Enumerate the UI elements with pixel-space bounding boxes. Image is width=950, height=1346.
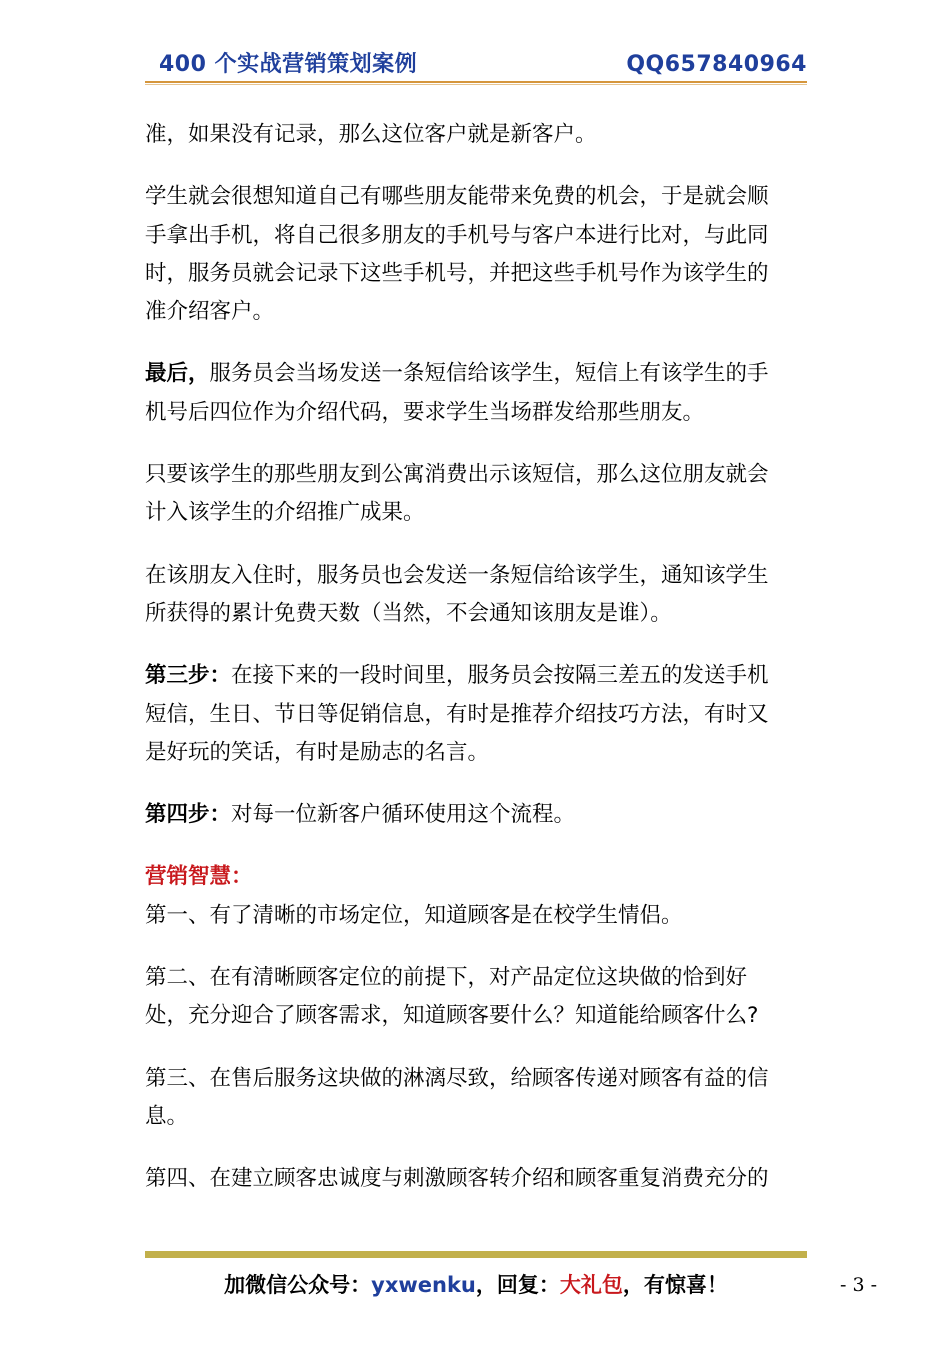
page-number: - 3 - (840, 1274, 878, 1296)
header-divider (145, 81, 807, 83)
paragraph-step-four (145, 796, 809, 834)
text-line (145, 355, 809, 393)
footer-divider (145, 1251, 807, 1258)
text-line (145, 796, 809, 834)
footer-middle: ，回复： (475, 1273, 560, 1297)
document-body (145, 116, 809, 1223)
paragraph-referral-result (145, 456, 809, 533)
paragraph-wisdom-fourth (145, 1160, 809, 1198)
text-line: 息。 (145, 1103, 189, 1129)
footer-promo (145, 1267, 807, 1303)
paragraph-wisdom-third (145, 1060, 809, 1137)
text-line: 第二、在有清晰顾客定位的前提下，对产品定位这块做的恰到好 (145, 965, 748, 991)
text-line: 第一、有了清晰的市场定位，知道顾客是在校学生情侣。 (145, 902, 683, 928)
paragraph-wisdom-second (145, 959, 809, 1036)
heading-text: 营销智慧： (145, 864, 253, 890)
paragraph-new-customer (145, 116, 809, 154)
text-line: 准，如果没有记录，那么这位客户就是新客户。 (145, 122, 597, 147)
text-line: 短信，生日、节日等促销信息，有时是推荐介绍技巧方法，有时又 (145, 701, 769, 727)
text-line: 第三、在售后服务这块做的淋漓尽致，给顾客传递对顾客有益的信 (145, 1065, 769, 1091)
footer-prefix: 加微信公众号： (224, 1273, 372, 1297)
lead-label-step-four: 第四步： (145, 802, 232, 828)
section-heading-marketing-wisdom (145, 858, 809, 896)
text-line: 时，服务员就会记录下这些手机号，并把这些手机号作为该学生的 (145, 260, 769, 286)
footer-keyword: 大礼包 (559, 1273, 623, 1297)
lead-label-step-three: 第三步： (145, 663, 232, 689)
header-divider-thin (145, 84, 807, 85)
paragraph-phone-compare (145, 178, 809, 331)
text-line: 准介绍客户。 (145, 299, 275, 325)
text-line (145, 657, 809, 695)
text-line: 第四、在建立顾客忠诚度与刺激顾客转介绍和顾客重复消费充分的 (145, 1166, 769, 1192)
text-line: 是好玩的笑话，有时是励志的名言。 (145, 739, 490, 765)
lead-label-finally: 最后， (145, 361, 210, 387)
text-line: 处，充分迎合了顾客需求，知道顾客要什么？知道能给顾客什么? (145, 1003, 759, 1029)
text-line: 所获得的累计免费天数（当然，不会通知该朋友是谁）。 (145, 600, 672, 626)
text-line: 学生就会很想知道自己有哪些朋友能带来免费的机会，于是就会顺 (145, 184, 769, 210)
text-segment: 在接下来的一段时间里，服务员会按隔三差五的发送手机 (231, 663, 769, 689)
paragraph-wisdom-first (145, 897, 809, 935)
text-line: 在该朋友入住时，服务员也会发送一条短信给该学生，通知该学生 (145, 562, 769, 588)
text-line: 机号后四位作为介绍代码，要求学生当场群发给那些朋友。 (145, 399, 705, 425)
paragraph-step-three (145, 657, 809, 772)
text-line: 计入该学生的介绍推广成果。 (145, 500, 425, 526)
paragraph-finally (145, 355, 809, 432)
footer-suffix: ，有惊喜！ (622, 1273, 728, 1297)
text-segment: 服务员会当场发送一条短信给该学生，短信上有该学生的手 (209, 361, 769, 387)
footer-account: yxwenku (371, 1273, 476, 1297)
header-qq-contact: QQ657840964 (626, 52, 807, 77)
page-header (145, 50, 807, 80)
paragraph-checkin-notice (145, 557, 809, 634)
text-line: 只要该学生的那些朋友到公寓消费出示该短信，那么这位朋友就会 (145, 462, 769, 488)
text-segment: 对每一位新客户循环使用这个流程。 (231, 802, 576, 828)
header-title: 400 个实战营销策划案例 (159, 52, 418, 77)
text-line: 手拿出手机，将自己很多朋友的手机号与客户本进行比对，与此同 (145, 222, 769, 248)
